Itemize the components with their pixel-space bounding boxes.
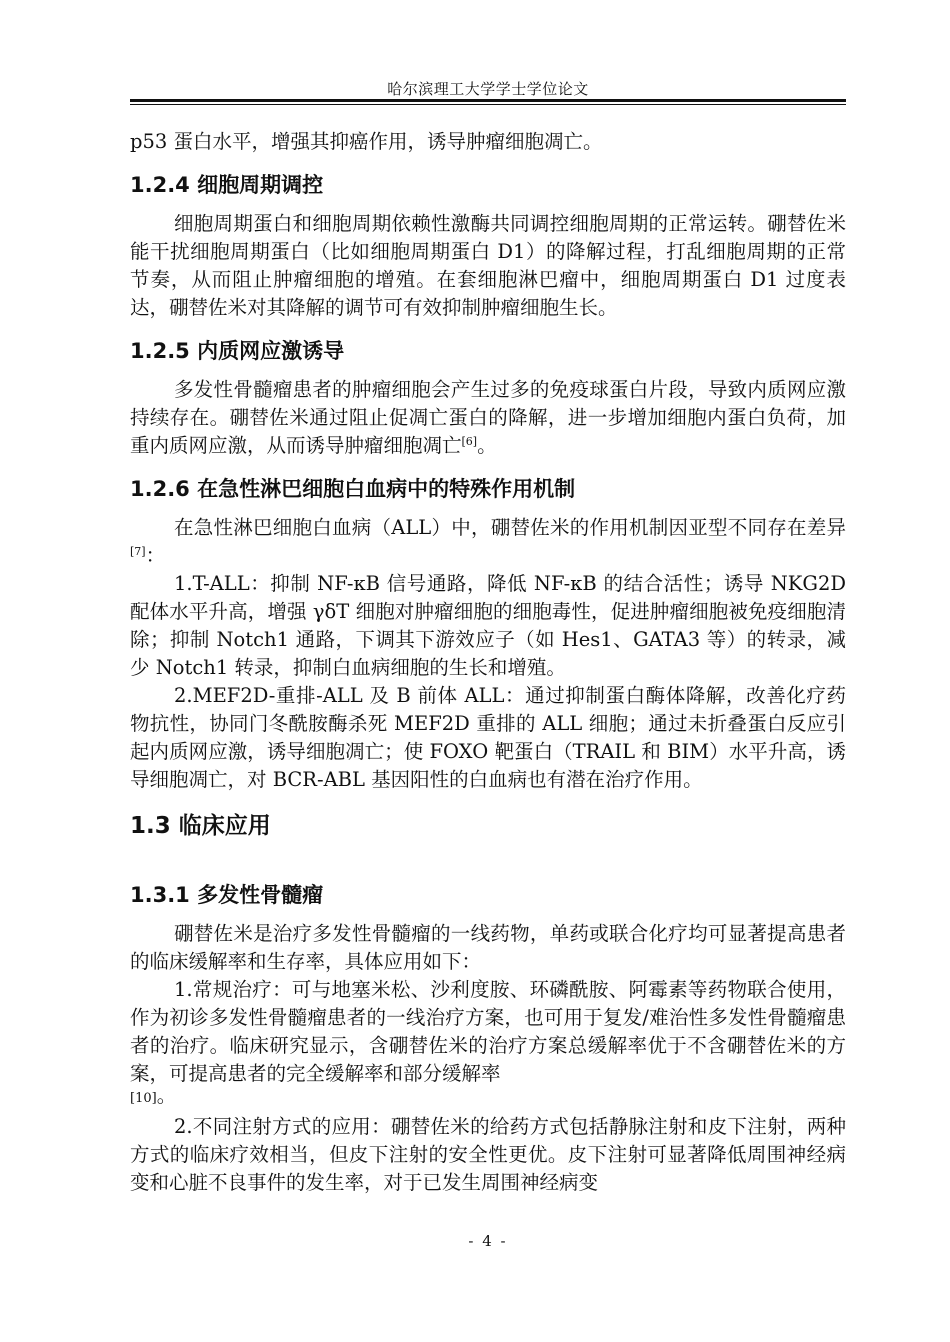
paragraph-cell-cycle: 细胞周期蛋白和细胞周期依赖性激酶共同调控细胞周期的正常运转。硼替佐米能干扰细胞周期蛋白（比如细胞周期蛋白 D1）的降解过程，打乱细胞周期的正常节奏，从而阻止肿瘤细胞的增殖。在套细胞淋巴瘤中，细胞周期蛋白 D1 过度表达，硼替佐米对其降解的调节可有效抑制肿瘤细胞生长。 (130, 212, 846, 319)
paragraph-conventional-therapy (130, 976, 846, 1088)
paragraph-er-stress (130, 376, 846, 460)
page-body (130, 128, 846, 1197)
running-header: 哈尔滨理工大学学士学位论文 (387, 80, 589, 98)
heading-1-2-6: 1.2.6 在急性淋巴细胞白血病中的特殊作用机制 (130, 477, 576, 501)
citation-10: [10] (130, 1091, 157, 1106)
paragraph-myeloma-intro: 硼替佐米是治疗多发性骨髓瘤的一线药物，单药或联合化疗均可显著提高患者的临床缓解率和生存率，具体应用如下： (130, 922, 846, 973)
heading-1-2-4: 1.2.4 细胞周期调控 (130, 173, 324, 197)
paragraph-er-stress-end: 。 (477, 434, 497, 457)
citation-line (130, 1084, 846, 1107)
paragraph-all-intro-end: ： (145, 544, 166, 567)
paragraph-t-all: 1.T-ALL：抑制 NF-κB 信号通路，降低 NF-κB 的结合活性；诱导 NKG2D 配体水平升高，增强 γδT 细胞对肿瘤细胞的细胞毒性，促进肿瘤细胞被免疫细胞清除；抑制 Notch1 通路，下调其下游效应子（如 Hes1、GATA3 等）的转录，减少 Notch1 转录，抑制白血病细胞的生长和增殖。 (130, 572, 846, 679)
citation-7: [7] (130, 545, 146, 558)
paragraph-conventional-therapy-text: 1.常规治疗：可与地塞米松、沙利度胺、环磷酰胺、阿霉素等药物联合使用，作为初诊多发性骨髓瘤患者的一线治疗方案，也可用于复发/难治性多发性骨髓瘤患者的治疗。临床研究显示，含硼替佐米的治疗方案总缓解率优于不含硼替佐米的方案，可提高患者的完全缓解率和部分缓解率 (130, 978, 846, 1085)
heading-1-3: 1.3 临床应用 (130, 813, 271, 839)
heading-1-2-5: 1.2.5 内质网应激诱导 (130, 339, 345, 363)
page-number: - 4 - (468, 1232, 508, 1250)
header-rule-thin (130, 104, 846, 105)
paragraph-continuation: p53 蛋白水平，增强其抑癌作用，诱导肿瘤细胞凋亡。 (130, 130, 603, 153)
heading-1-3-1: 1.3.1 多发性骨髓瘤 (130, 883, 324, 907)
paragraph-mef2d-all: 2.MEF2D-重排-ALL 及 B 前体 ALL：通过抑制蛋白酶体降解，改善化疗药物抗性，协同门冬酰胺酶杀死 MEF2D 重排的 ALL 细胞；通过未折叠蛋白反应引起内质网应激，诱导细胞凋亡；使 FOXO 靶蛋白（TRAIL 和 BIM）水平升高，诱导细胞凋亡，对 BCR-ABL 基因阳性的白血病也有潜在治疗作用。 (130, 684, 846, 791)
header-rule-thick (130, 99, 846, 102)
paragraph-injection-routes: 2.不同注射方式的应用：硼替佐米的给药方式包括静脉注射和皮下注射，两种方式的临床疗效相当，但皮下注射的安全性更优。皮下注射可显著降低周围神经病变和心脏不良事件的发生率，对于已发生周围神经病变 (130, 1115, 846, 1194)
citation-6: [6] (461, 435, 478, 448)
paragraph-all-intro-text: 在急性淋巴细胞白血病（ALL）中，硼替佐米的作用机制因亚型不同存在差异 (174, 516, 846, 539)
paragraph-er-stress-text: 多发性骨髓瘤患者的肿瘤细胞会产生过多的免疫球蛋白片段，导致内质网应激持续存在。硼替佐米通过阻止促凋亡蛋白的降解，进一步增加细胞内蛋白负荷，加重内质网应激，从而诱导肿瘤细胞凋亡 (130, 378, 846, 457)
paragraph-all-intro (130, 514, 846, 570)
citation-line-end: 。 (156, 1084, 177, 1107)
